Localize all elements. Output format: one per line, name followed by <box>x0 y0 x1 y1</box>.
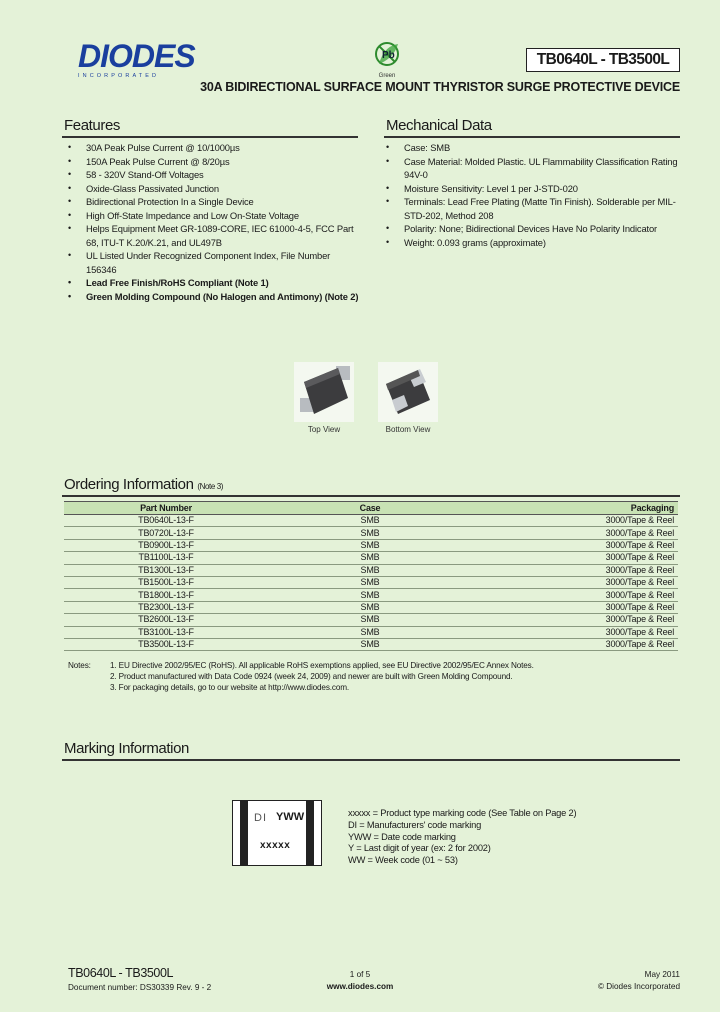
logo-subtext: INCORPORATED <box>78 73 160 79</box>
case-cell: SMB <box>268 614 472 626</box>
document-title: 30A BIDIRECTIONAL SURFACE MOUNT THYRISTOR SURGE PROTECTIVE DEVICE <box>200 80 680 94</box>
part-number-cell: TB2300L-13-F <box>64 601 268 613</box>
table-row <box>64 564 678 576</box>
bottom-view-caption: Bottom View <box>385 425 431 434</box>
list-item: • Polarity: None; Bidirectional Devices Have No Polarity Indicator <box>380 222 680 236</box>
marking-legend-item: WW = Week code (01 ~ 53) <box>348 855 458 866</box>
list-item: • UL Listed Under Recognized Component Index, File Number 156346 <box>62 249 362 276</box>
notes-label: Notes: <box>68 661 91 670</box>
table-row <box>64 614 678 626</box>
ordering-table <box>64 501 678 651</box>
table-row <box>64 589 678 601</box>
top-view-caption: Top View <box>307 425 341 434</box>
packaging-cell: 3000/Tape & Reel <box>472 601 678 613</box>
ordering-notes <box>110 660 680 693</box>
part-number-cell: TB3100L-13-F <box>64 626 268 638</box>
ordering-heading <box>64 476 223 493</box>
smb-top-view-image <box>294 362 354 422</box>
part-number-cell: TB1300L-13-F <box>64 564 268 576</box>
features-list <box>62 141 362 303</box>
table-row <box>64 539 678 551</box>
case-cell: SMB <box>268 552 472 564</box>
packaging-cell: 3000/Tape & Reel <box>472 539 678 551</box>
part-number-cell: TB0720L-13-F <box>64 527 268 539</box>
mechanical-heading: Mechanical Data <box>386 117 492 134</box>
part-range-box: TB0640L - TB3500L <box>526 48 680 72</box>
pb-symbol: Pb <box>382 50 395 61</box>
ordering-table-body <box>64 515 678 651</box>
list-item: • Case: SMB <box>380 141 680 155</box>
features-divider <box>62 136 358 138</box>
table-row <box>64 638 678 650</box>
col-part-number: Part Number <box>64 502 268 515</box>
green-pb-free-badge <box>370 38 404 78</box>
case-cell: SMB <box>268 539 472 551</box>
case-cell: SMB <box>268 626 472 638</box>
smb-bottom-view-image <box>378 362 438 422</box>
packaging-cell: 3000/Tape & Reel <box>472 576 678 588</box>
list-item: • Case Material: Molded Plastic. UL Flammability Classification Rating 94V-0 <box>380 155 680 182</box>
list-item: • Bidirectional Protection In a Single Device <box>62 195 362 209</box>
packaging-cell: 3000/Tape & Reel <box>472 626 678 638</box>
packaging-cell: 3000/Tape & Reel <box>472 552 678 564</box>
marking-chip-date: YWW <box>276 811 305 823</box>
list-item: • Lead Free Finish/RoHS Compliant (Note 1) <box>62 276 362 290</box>
case-cell: SMB <box>268 601 472 613</box>
marking-band-left <box>240 800 248 866</box>
table-row <box>64 527 678 539</box>
packaging-cell: 3000/Tape & Reel <box>472 589 678 601</box>
green-label: Green <box>378 73 396 79</box>
list-item: • Moisture Sensitivity: Level 1 per J-STD-020 <box>380 182 680 196</box>
part-number-cell: TB3500L-13-F <box>64 638 268 650</box>
note-item: 3. For packaging details, go to our website at http://www.diodes.com. <box>110 683 350 692</box>
case-cell: SMB <box>268 638 472 650</box>
list-item: • 58 - 320V Stand-Off Voltages <box>62 168 362 182</box>
marking-legend <box>348 808 678 867</box>
col-case: Case <box>268 502 472 515</box>
ordering-note-ref: (Note 3) <box>197 482 224 491</box>
list-item: • 30A Peak Pulse Current @ 10/1000µs <box>62 141 362 155</box>
table-row <box>64 576 678 588</box>
marking-legend-item: Y = Last digit of year (ex: 2 for 2002) <box>348 843 491 854</box>
list-item: • Terminals: Lead Free Plating (Matte Tin Finish). Solderable per MIL-STD-202, Method 208 <box>380 195 680 222</box>
part-number-cell: TB1100L-13-F <box>64 552 268 564</box>
footer-page-number: 1 of 5 <box>349 970 371 979</box>
case-cell: SMB <box>268 527 472 539</box>
footer-website-link[interactable]: www.diodes.com <box>326 982 394 991</box>
marking-diagram <box>232 800 322 866</box>
case-cell: SMB <box>268 589 472 601</box>
list-item: • Oxide-Glass Passivated Junction <box>62 182 362 196</box>
pb-free-leaf-icon <box>370 38 404 70</box>
part-number-cell: TB0640L-13-F <box>64 515 268 527</box>
part-number-cell: TB1800L-13-F <box>64 589 268 601</box>
marking-divider <box>62 759 680 761</box>
packaging-cell: 3000/Tape & Reel <box>472 614 678 626</box>
packaging-cell: 3000/Tape & Reel <box>472 564 678 576</box>
table-row <box>64 515 678 527</box>
packaging-cell: 3000/Tape & Reel <box>472 527 678 539</box>
table-row <box>64 552 678 564</box>
list-item: • 150A Peak Pulse Current @ 8/20µs <box>62 155 362 169</box>
part-number-cell: TB2600L-13-F <box>64 614 268 626</box>
col-packaging: Packaging <box>472 502 678 515</box>
marking-band-right <box>306 800 314 866</box>
footer-part-range: TB0640L - TB3500L <box>68 966 174 980</box>
marking-chip-code: xxxxx <box>260 840 291 851</box>
packaging-cell: 3000/Tape & Reel <box>472 638 678 650</box>
mechanical-list <box>380 141 680 249</box>
marking-legend-item: YWW = Date code marking <box>348 831 456 842</box>
packaging-cell: 3000/Tape & Reel <box>472 515 678 527</box>
part-number-cell: TB0900L-13-F <box>64 539 268 551</box>
case-cell: SMB <box>268 576 472 588</box>
table-row <box>64 601 678 613</box>
ordering-table-header <box>64 502 678 515</box>
list-item: • High Off-State Impedance and Low On-State Voltage <box>62 209 362 223</box>
note-item: 2. Product manufactured with Data Code 0924 (week 24, 2009) and newer are built with Green Molding Compound. <box>110 672 513 681</box>
logo-text: DIODES <box>78 38 195 74</box>
case-cell: SMB <box>268 564 472 576</box>
mechanical-divider <box>384 136 680 138</box>
list-item: • Helps Equipment Meet GR-1089-CORE, IEC 61000-4-5, FCC Part 68, ITU-T K.20/K.21, and UL497B <box>62 222 362 249</box>
marking-chip-logo: DI <box>254 812 267 824</box>
footer-doc-number: Document number: DS30339 Rev. 9 - 2 <box>68 983 212 992</box>
marking-heading: Marking Information <box>64 740 189 757</box>
marking-legend-item: DI = Manufacturers' code marking <box>348 819 482 830</box>
footer-copyright: © Diodes Incorporated <box>597 982 680 991</box>
ordering-divider <box>62 495 680 497</box>
part-number-cell: TB1500L-13-F <box>64 576 268 588</box>
case-cell: SMB <box>268 515 472 527</box>
footer-date: May 2011 <box>644 970 680 979</box>
marking-legend-item: xxxxx = Product type marking code (See Table on Page 2) <box>348 808 577 818</box>
ordering-heading-text: Ordering Information <box>64 476 194 493</box>
table-row <box>64 626 678 638</box>
features-heading: Features <box>64 117 120 134</box>
list-item: • Green Molding Compound (No Halogen and Antimony) (Note 2) <box>62 290 362 304</box>
note-item: 1. EU Directive 2002/95/EC (RoHS). All applicable RoHS exemptions applied, see EU Directive 2002/95/EC Annex Notes. <box>110 661 534 670</box>
diodes-logo <box>78 40 203 80</box>
list-item: • Weight: 0.093 grams (approximate) <box>380 236 680 250</box>
